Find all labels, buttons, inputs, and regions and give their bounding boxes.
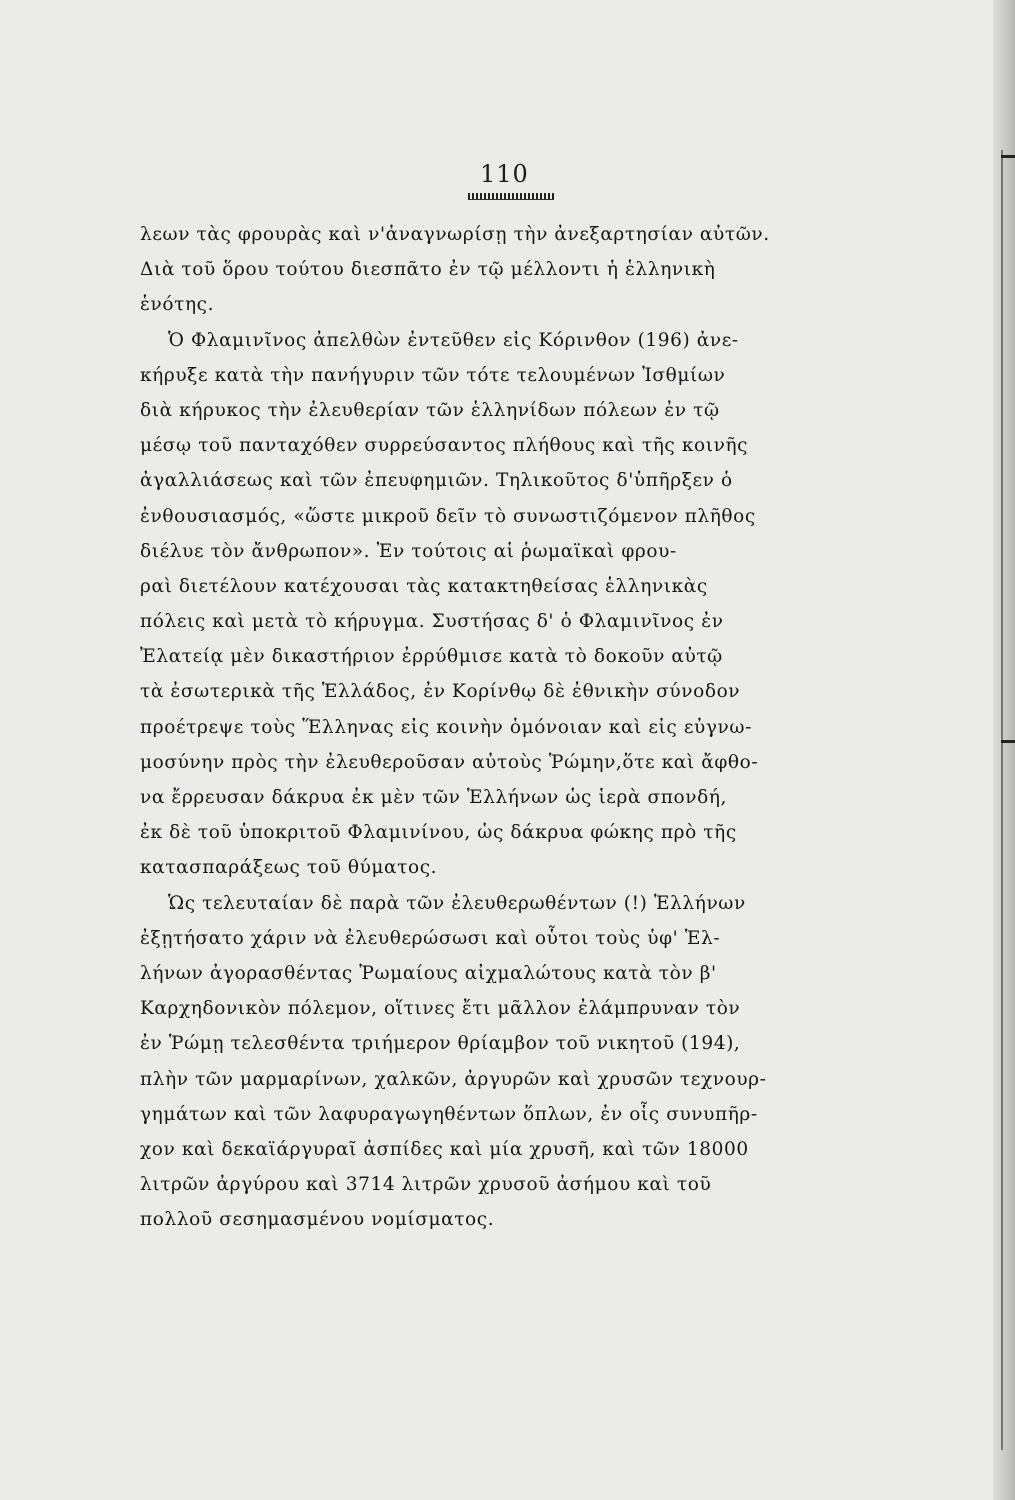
text-line: ἐνθουσιασμός, «ὥστε μικροῦ δεῖν τὸ συνωστιζόμενον πλῆθος [140, 505, 756, 527]
text-line: κατασπαράξεως τοῦ θύματος. [140, 857, 438, 879]
text-line: διέλυε τὸν ἄνθρωπον». Ἐν τούτοις αἱ ῥωμαϊκαὶ φρου- [140, 540, 677, 562]
text-line: μέσῳ τοῦ πανταχόθεν συρρεύσαντος πλήθους καὶ τῆς κοινῆς [140, 435, 749, 457]
page-edge-shadow [993, 0, 1015, 1500]
text-line: ἐξῃτήσατο χάριν νὰ ἐλευθερώσωσι καὶ οὗτοι τοὺς ὑφ' Ἑλ- [140, 927, 721, 949]
text-line: Ἐλατείᾳ μὲν δικαστήριον ἐρρύθμισε κατὰ τὸ δοκοῦν αὐτῷ [140, 646, 723, 668]
text-line: διὰ κήρυκος τὴν ἐλευθερίαν τῶν ἑλληνίδων πόλεων ἐν τῷ [140, 399, 720, 421]
text-line: ἐν Ῥώμῃ τελεσθέντα τριήμερον θρίαμβον τοῦ νικητοῦ (194), [140, 1033, 741, 1055]
page-number-ornament [468, 193, 554, 200]
body-text [140, 217, 835, 1237]
text-line: πλὴν τῶν μαρμαρίνων, χαλκῶν, ἀργυρῶν καὶ χρυσῶν τεχνουρ- [140, 1068, 767, 1090]
text-line: ἀγαλλιάσεως καὶ τῶν ἐπευφημιῶν. Τηλικοῦτος δ'ὑπῆρξεν ὁ [140, 470, 733, 492]
edge-mark [1001, 740, 1015, 743]
text-line: να ἔρρευσαν δάκρυα ἐκ μὲν τῶν Ἑλλήνων ὡς ἱερὰ σπονδή, [140, 787, 728, 808]
text-line: Καρχηδονικὸν πόλεμον, οἵτινες ἔτι μᾶλλον ἐλάμπρυναν τὸν [140, 998, 741, 1020]
text-line: Ὡς τελευταίαν δὲ παρὰ τῶν ἐλευθερωθέντων (!) Ἑλλήνων [168, 892, 746, 914]
text-line: προέτρεψε τοὺς Ἕλληνας εἰς κοινὴν ὁμόνοιαν καὶ εἰς εὐγνω- [140, 716, 752, 738]
text-line: λιτρῶν ἀργύρου καὶ 3714 λιτρῶν χρυσοῦ ἀσήμου καὶ τοῦ [140, 1174, 712, 1196]
text-line: ἐκ δὲ τοῦ ὑποκριτοῦ Φλαμινίνου, ὡς δάκρυα φώκης πρὸ τῆς [140, 822, 737, 844]
text-line: ραὶ διετέλουν κατέχουσαι τὰς κατακτηθείσας ἑλληνικὰς [140, 575, 708, 597]
text-line: κήρυξε κατὰ τὴν πανήγυριν τῶν τότε τελουμένων Ἰσθμίων [140, 364, 726, 386]
text-line: Διὰ τοῦ ὅρου τούτου διεσπᾶτο ἐν τῷ μέλλοντι ἡ ἑλληνικὴ [140, 259, 716, 281]
text-line: μοσύνην πρὸς τὴν ἐλευθεροῦσαν αὐτοὺς Ῥώμην,ὅτε καὶ ἄφθο- [140, 751, 759, 773]
text-line: γημάτων καὶ τῶν λαφυραγωγηθέντων ὅπλων, ἐν οἷς συνυπῆρ- [140, 1103, 758, 1125]
text-line: λήνων ἀγορασθέντας Ῥωμαίους αἰχμαλώτους κατὰ τὸν β' [140, 962, 717, 984]
page-number: 110 [480, 160, 529, 188]
binding-line [1001, 150, 1003, 1450]
text-line: λεων τὰς φρουρὰς καὶ ν'ἀναγνωρίσῃ τὴν ἀνεξαρτησίαν αὐτῶν. [140, 224, 770, 245]
text-line: πόλεις καὶ μετὰ τὸ κήρυγμα. Συστήσας δ' ὁ Φλαμινῖνος ἐν [140, 611, 724, 633]
text-line: Ὁ Φλαμινῖνος ἀπελθὼν ἐντεῦθεν εἰς Κόρινθον (196) ἀνε- [168, 329, 739, 351]
edge-mark [1001, 155, 1015, 158]
text-line: πολλοῦ σεσημασμένου νομίσματος. [140, 1209, 495, 1231]
text-line: τὰ ἐσωτερικὰ τῆς Ἑλλάδος, ἐν Κορίνθῳ δὲ ἐθνικὴν σύνοδον [140, 681, 741, 703]
text-line: ἑνότης. [140, 294, 215, 316]
text-line: χον καὶ δεκαϊάργυραῖ ἀσπίδες καὶ μία χρυσῆ, καὶ τῶν 18000 [140, 1138, 749, 1160]
